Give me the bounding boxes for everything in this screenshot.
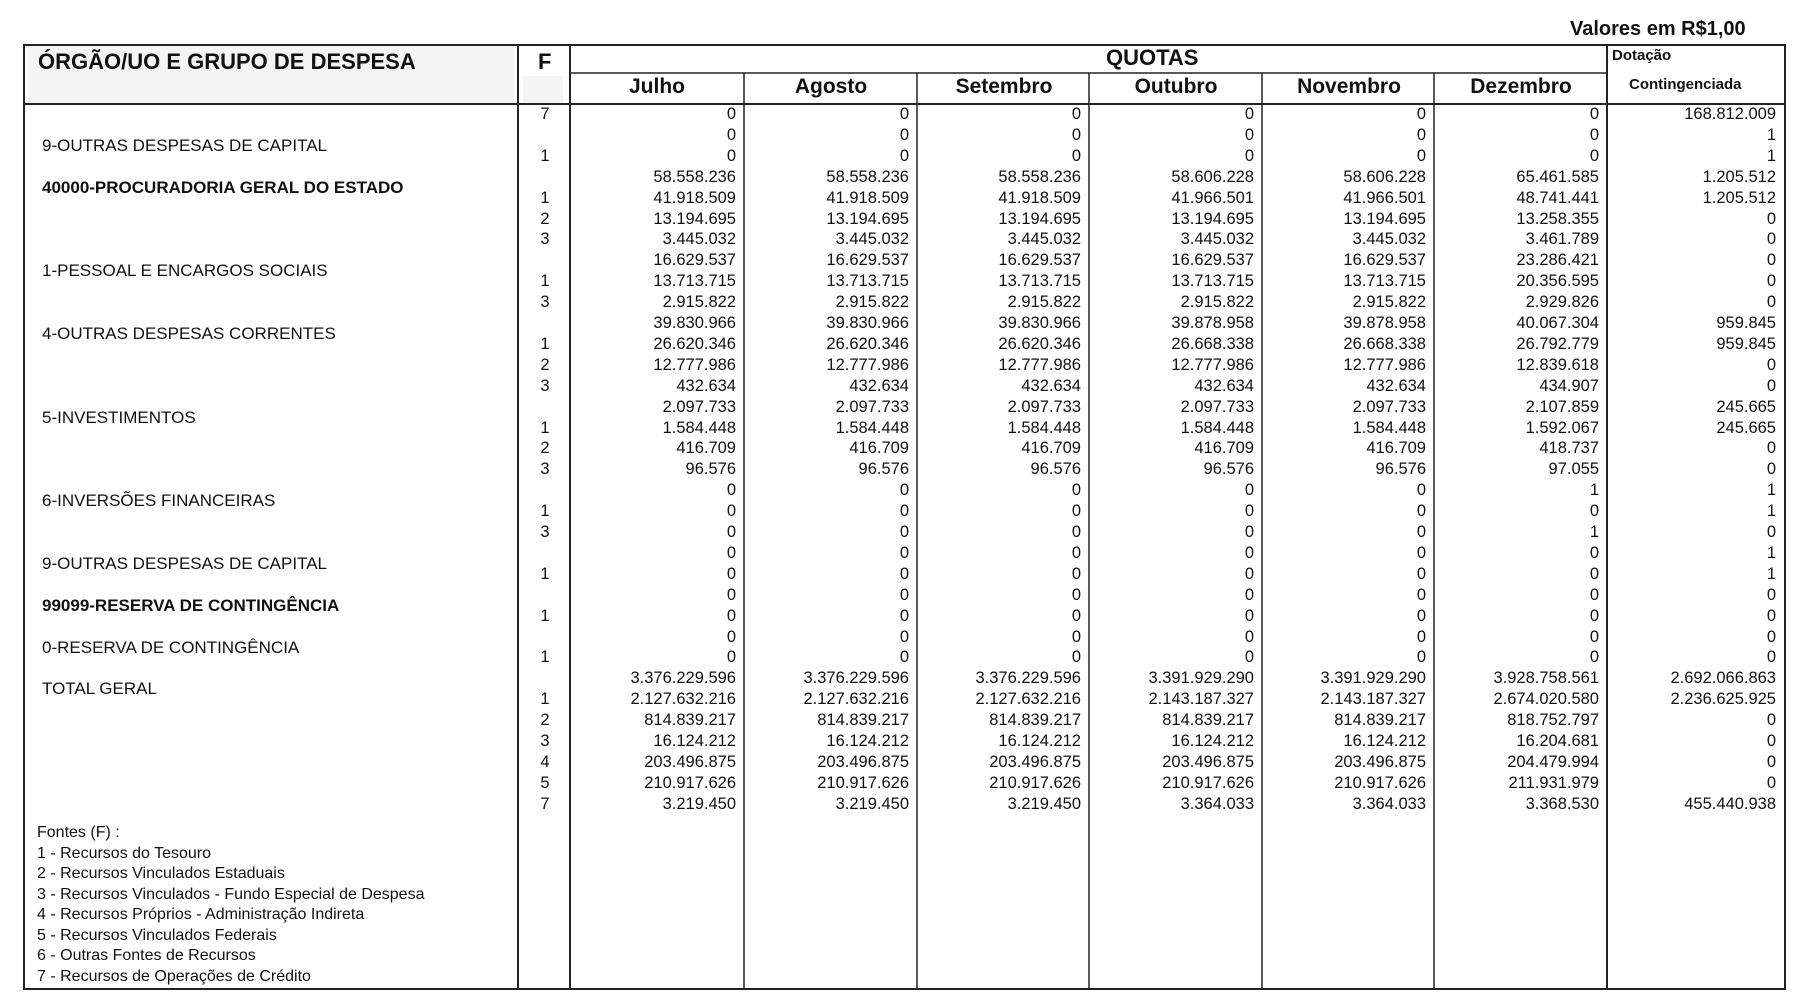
quota-value: 26.620.346 [653,334,736,353]
quota-value: 0 [726,585,736,604]
quota-value: 23.286.421 [1516,251,1599,270]
quota-value: 16.629.537 [1343,251,1426,270]
dotacao-value: 0 [1766,355,1776,374]
quota-value: 12.777.986 [1343,355,1426,374]
quota-value: 0 [1244,502,1254,521]
quota-value: 13.258.355 [1516,209,1599,228]
quota-value: 0 [1071,648,1081,667]
quota-value: 0 [1416,648,1426,667]
quota-value: 0 [1071,543,1081,562]
quota-value: 814.839.217 [644,711,736,730]
quota-value: 416.709 [1194,439,1254,458]
quota-value: 0 [726,627,736,646]
row-fonte: 1 [540,146,550,165]
quota-value: 13.713.715 [998,272,1081,291]
row-fonte: 1 [540,648,550,667]
quota-value: 13.713.715 [1171,272,1254,291]
quota-value: 3.368.530 [1525,794,1599,813]
quota-value: 0 [899,481,909,500]
row-fonte: 1 [540,272,550,291]
quota-value: 1.584.448 [1352,418,1426,437]
dotacao-value: 0 [1766,230,1776,249]
quota-value: 2.143.187.327 [1148,690,1254,709]
quota-value: 96.576 [1030,460,1081,479]
quota-value: 0 [1071,146,1081,165]
dotacao-value: 1 [1766,146,1776,165]
dotacao-value: 2.692.066.863 [1670,669,1776,688]
quota-value: 58.558.236 [998,167,1081,186]
quota-value: 2.674.020.580 [1493,690,1599,709]
quota-value: 0 [1416,523,1426,541]
row-label: 40000-PROCURADORIA GERAL DO ESTADO [42,177,404,197]
quota-value: 13.194.695 [1171,209,1254,228]
quota-value: 432.634 [1366,376,1426,395]
row-fonte: 1 [540,606,550,625]
quota-value: 203.496.875 [817,752,909,771]
dotacao-value: 0 [1766,732,1776,750]
dotacao-value: 0 [1766,293,1776,312]
quota-value: 0 [899,585,909,604]
row-label: 9-OUTRAS DESPESAS DE CAPITAL [42,135,327,155]
dotacao-value: 0 [1766,272,1776,291]
quota-value: 13.194.695 [998,209,1081,228]
quota-value: 0 [1589,585,1599,604]
dotacao-value: 1.205.512 [1702,167,1776,186]
quota-value: 432.634 [676,376,736,395]
quota-value: 0 [1416,564,1426,583]
row-label: 4-OUTRAS DESPESAS CORRENTES [42,324,336,343]
quota-value: 3.445.032 [662,230,736,249]
quota-value: 0 [899,523,909,541]
dotacao-value: 959.845 [1716,314,1776,332]
quota-value: 13.713.715 [653,272,736,291]
quota-value: 26.620.346 [826,334,909,353]
quota-value: 1 [1589,523,1599,541]
quota-value: 416.709 [1021,439,1081,458]
quota-value: 0 [1244,543,1254,562]
quota-value: 2.107.859 [1525,397,1599,416]
quota-value: 3.445.032 [835,230,909,249]
dotacao-value: 2.236.625.925 [1670,690,1776,709]
quota-value: 814.839.217 [1162,711,1254,730]
quota-value: 0 [1416,125,1426,144]
quota-value: 13.194.695 [653,209,736,228]
quota-value: 0 [1589,564,1599,583]
month-header-novembro: Novembro [1297,75,1401,98]
quota-value: 58.558.236 [826,167,909,186]
quota-value: 12.839.618 [1516,355,1599,374]
dotacao-value: 959.845 [1716,334,1776,353]
quota-value: 97.055 [1548,460,1599,479]
dotacao-value: 1 [1766,543,1776,562]
quota-value: 2.127.632.216 [630,690,736,709]
quota-value: 26.668.338 [1171,334,1254,353]
quota-value: 2.097.733 [1180,397,1254,416]
row-label: 5-INVESTIMENTOS [42,407,196,427]
quota-value: 204.479.994 [1507,752,1599,771]
quota-value: 96.576 [858,460,909,479]
quota-value: 0 [899,105,909,123]
quota-value: 0 [726,543,736,562]
quota-value: 0 [1416,105,1426,123]
dotacao-value: 1 [1766,564,1776,583]
month-header-agosto: Agosto [794,75,868,98]
quota-value: 3.219.450 [1007,794,1081,813]
quota-value: 0 [726,523,736,541]
quota-value: 39.878.958 [1171,314,1254,332]
quota-value: 2.097.733 [662,397,736,416]
quota-value: 0 [1416,627,1426,646]
quota-value: 0 [899,543,909,562]
quota-value: 0 [1071,105,1081,123]
quota-value: 48.741.441 [1516,188,1599,207]
legend-item: 3 - Recursos Vinculados - Fundo Especial de Despesa [37,885,425,903]
quota-value: 210.917.626 [817,773,909,792]
row-label: 99099-RESERVA DE CONTINGÊNCIA [42,595,340,615]
quota-value: 1.584.448 [1007,418,1081,437]
quota-value: 0 [899,125,909,144]
row-fonte: 3 [540,732,550,750]
quota-value: 203.496.875 [644,752,736,771]
quota-value: 3.219.450 [662,794,736,813]
quota-value: 0 [1244,606,1254,625]
quota-value: 12.777.986 [826,355,909,374]
quota-value: 13.194.695 [1343,209,1426,228]
dotacao-value: 1.205.512 [1702,188,1776,207]
quota-value: 3.376.229.596 [803,669,909,688]
quota-value: 0 [726,606,736,625]
quota-value: 210.917.626 [644,773,736,792]
quota-value: 0 [899,502,909,521]
quota-value: 0 [1071,502,1081,521]
quota-value: 16.124.212 [653,732,736,750]
row-fonte: 1 [540,690,550,709]
quota-value: 3.364.033 [1352,794,1426,813]
quota-value: 0 [1244,105,1254,123]
row-fonte: 2 [540,355,550,374]
dotacao-value: 0 [1766,523,1776,541]
quota-value: 0 [899,606,909,625]
quota-value: 16.124.212 [1343,732,1426,750]
quota-value: 0 [1589,627,1599,646]
row-fonte: 3 [540,460,550,479]
month-header-outubro: Outubro [1134,75,1218,98]
quota-value: 0 [1071,564,1081,583]
row-label: 1-PESSOAL E ENCARGOS SOCIAIS [42,261,328,281]
row-fonte: 1 [540,418,550,437]
quota-value: 814.839.217 [989,711,1081,730]
quota-value: 818.752.797 [1507,711,1599,730]
row-fonte: 3 [540,230,550,249]
quota-value: 41.918.509 [653,188,736,207]
quota-value: 40.067.304 [1516,314,1599,332]
dotacao-value: 1 [1766,502,1776,521]
quota-value: 2.097.733 [1007,397,1081,416]
dotacao-value: 245.665 [1716,418,1776,437]
dotacao-value: 245.665 [1716,397,1776,416]
quota-value: 0 [1589,502,1599,521]
row-fonte: 2 [540,209,550,228]
dotacao-value: 0 [1766,711,1776,730]
month-header-dezembro: Dezembro [1470,75,1572,98]
quota-value: 203.496.875 [1334,752,1426,771]
quota-value: 2.929.826 [1525,293,1599,312]
quota-value: 203.496.875 [1162,752,1254,771]
quota-value: 16.629.537 [653,251,736,270]
row-fonte: 1 [540,564,550,583]
quota-value: 0 [1589,648,1599,667]
quota-value: 3.376.229.596 [975,669,1081,688]
row-fonte: 1 [540,502,550,521]
quota-value: 0 [1244,585,1254,604]
row-fonte: 7 [540,105,550,123]
quota-value: 0 [1589,543,1599,562]
quota-value: 3.219.450 [835,794,909,813]
currency-note: Valores em R$1,00 [1570,18,1746,40]
quota-value: 0 [726,648,736,667]
quota-value: 0 [1071,585,1081,604]
quota-value: 2.127.632.216 [803,690,909,709]
quota-value: 0 [1589,125,1599,144]
quota-value: 41.966.501 [1171,188,1254,207]
quota-value: 0 [1071,627,1081,646]
quota-value: 2.143.187.327 [1320,690,1426,709]
row-fonte: 2 [540,711,550,730]
quota-value: 0 [726,146,736,165]
quota-value: 16.124.212 [826,732,909,750]
month-header-julho: Julho [629,75,685,98]
quota-value: 0 [1244,125,1254,144]
quota-value: 0 [726,564,736,583]
quota-value: 2.915.822 [1180,293,1254,312]
quota-value: 26.668.338 [1343,334,1426,353]
quota-value: 3.461.789 [1525,230,1599,249]
quota-value: 3.391.929.290 [1320,669,1426,688]
quota-value: 0 [1416,585,1426,604]
legend-item: 1 - Recursos do Tesouro [37,844,212,862]
dotacao-value: 0 [1766,209,1776,228]
quota-value: 16.629.537 [998,251,1081,270]
dotacao-value: 168.812.009 [1684,105,1776,123]
row-label: 0-RESERVA DE CONTINGÊNCIA [42,637,300,657]
row-fonte: 1 [540,334,550,353]
quota-value: 0 [899,564,909,583]
quota-value: 26.620.346 [998,334,1081,353]
quota-value: 0 [1244,627,1254,646]
quota-value: 39.830.966 [653,314,736,332]
quotas-header: QUOTAS [1106,45,1199,70]
quota-value: 1.584.448 [1180,418,1254,437]
row-fonte: 4 [540,752,550,771]
quota-value: 0 [1416,543,1426,562]
quota-value: 0 [1416,481,1426,500]
quota-value: 39.830.966 [826,314,909,332]
legend-title: Fontes (F) : [37,824,120,841]
row-fonte: 2 [540,439,550,458]
quota-value: 41.918.509 [826,188,909,207]
dotacao-value: 0 [1766,773,1776,792]
quota-value: 0 [1589,146,1599,165]
quota-value: 16.204.681 [1516,732,1599,750]
quota-value: 3.928.758.561 [1493,669,1599,688]
quota-value: 432.634 [1194,376,1254,395]
quota-value: 2.127.632.216 [975,690,1081,709]
quota-value: 3.391.929.290 [1148,669,1254,688]
dotacao-value: 0 [1766,606,1776,625]
quota-value: 1.592.067 [1525,418,1599,437]
row-fonte: 7 [540,794,550,813]
row-fonte: 3 [540,376,550,395]
quota-value: 41.918.509 [998,188,1081,207]
quota-value: 0 [1416,606,1426,625]
quota-value: 0 [1416,502,1426,521]
dotacao-header-line1: Dotação [1612,47,1672,64]
fonte-header: F [538,49,552,74]
quota-value: 0 [1071,125,1081,144]
quota-value: 0 [899,146,909,165]
quota-value: 13.194.695 [826,209,909,228]
quota-value: 0 [1244,648,1254,667]
dotacao-header-line2: Contingenciada [1629,76,1742,93]
quota-value: 41.966.501 [1343,188,1426,207]
quota-value: 39.830.966 [998,314,1081,332]
dotacao-value: 0 [1766,439,1776,458]
quota-value: 96.576 [1375,460,1426,479]
quota-value: 416.709 [676,439,736,458]
legend-item: 7 - Recursos de Operações de Crédito [37,967,311,985]
dotacao-value: 0 [1766,648,1776,667]
legend-item: 2 - Recursos Vinculados Estaduais [37,865,285,882]
quota-value: 0 [1589,105,1599,123]
quota-value: 3.376.229.596 [630,669,736,688]
quota-value: 12.777.986 [1171,355,1254,374]
quota-value: 432.634 [1021,376,1081,395]
quota-value: 16.124.212 [1171,732,1254,750]
quota-value: 2.915.822 [835,293,909,312]
dotacao-value: 0 [1766,585,1776,604]
quota-value: 13.713.715 [826,272,909,291]
dotacao-value: 0 [1766,376,1776,395]
quota-value: 0 [1071,481,1081,500]
dotacao-value: 0 [1766,460,1776,479]
table-title: ÓRGÃO/UO E GRUPO DE DESPESA [38,49,416,74]
quota-value: 1.584.448 [835,418,909,437]
quota-value: 1.584.448 [662,418,736,437]
quota-value: 814.839.217 [1334,711,1426,730]
row-label: 9-OUTRAS DESPESAS DE CAPITAL [42,553,327,573]
quota-value: 418.737 [1539,439,1599,458]
quota-value: 2.097.733 [1352,397,1426,416]
quota-value: 210.917.626 [1162,773,1254,792]
dotacao-value: 0 [1766,627,1776,646]
month-header-setembro: Setembro [955,75,1053,98]
quota-value: 0 [726,125,736,144]
quota-value: 13.713.715 [1343,272,1426,291]
quota-value: 2.915.822 [1007,293,1081,312]
quota-value: 26.792.779 [1516,334,1599,353]
quota-value: 3.364.033 [1180,794,1254,813]
quota-value: 0 [726,481,736,500]
quota-value: 0 [726,502,736,521]
quota-value: 416.709 [849,439,909,458]
quota-value: 432.634 [849,376,909,395]
row-label: TOTAL GERAL [42,679,157,699]
quota-value: 434.907 [1539,376,1599,395]
quota-value: 3.445.032 [1180,230,1254,249]
quota-value: 814.839.217 [817,711,909,730]
quota-value: 58.558.236 [653,167,736,186]
quota-value: 0 [899,648,909,667]
quota-value: 96.576 [1203,460,1254,479]
legend-item: 4 - Recursos Próprios - Administração Indireta [37,906,365,923]
quota-value: 16.124.212 [998,732,1081,750]
dotacao-value: 1 [1766,481,1776,500]
quota-value: 416.709 [1366,439,1426,458]
quota-value: 0 [899,627,909,646]
quota-value: 211.931.979 [1508,773,1599,792]
quota-value: 0 [1244,146,1254,165]
quota-value: 0 [1244,564,1254,583]
quota-value: 16.629.537 [1171,251,1254,270]
quota-value: 2.915.822 [1352,293,1426,312]
quota-value: 0 [1589,606,1599,625]
quota-value: 0 [1071,606,1081,625]
quota-value: 12.777.986 [998,355,1081,374]
quota-value: 210.917.626 [989,773,1081,792]
dotacao-value: 1 [1766,125,1776,144]
quota-value: 20.356.595 [1516,272,1599,291]
fontes-legend [37,823,424,987]
legend-item: 6 - Outras Fontes de Recursos [37,947,256,964]
quota-value: 2.915.822 [662,293,736,312]
quota-value: 12.777.986 [653,355,736,374]
quota-value: 58.606.228 [1171,167,1254,186]
row-fonte: 3 [540,293,550,312]
dotacao-value: 0 [1766,251,1776,270]
row-label: 6-INVERSÕES FINANCEIRAS [42,491,276,511]
quota-value: 0 [1071,523,1081,541]
quota-value: 0 [726,105,736,123]
quota-value: 210.917.626 [1334,773,1426,792]
quota-value: 39.878.958 [1343,314,1426,332]
quota-value: 1 [1589,481,1599,500]
dotacao-value: 0 [1766,752,1776,771]
row-fonte: 5 [540,773,550,792]
quota-value: 65.461.585 [1516,167,1599,186]
row-fonte: 1 [540,188,550,207]
quota-value: 203.496.875 [989,752,1081,771]
quota-value: 0 [1244,481,1254,500]
quota-value: 2.097.733 [835,397,909,416]
quota-value: 96.576 [685,460,736,479]
quota-value: 3.445.032 [1007,230,1081,249]
row-fonte: 3 [540,523,550,541]
quota-value: 3.445.032 [1352,230,1426,249]
legend-item: 5 - Recursos Vinculados Federais [37,926,277,944]
dotacao-value: 455.440.938 [1684,794,1776,813]
quota-value: 58.606.228 [1343,167,1426,186]
quota-value: 0 [1416,146,1426,165]
quota-value: 0 [1244,523,1254,541]
quota-value: 16.629.537 [826,251,909,270]
